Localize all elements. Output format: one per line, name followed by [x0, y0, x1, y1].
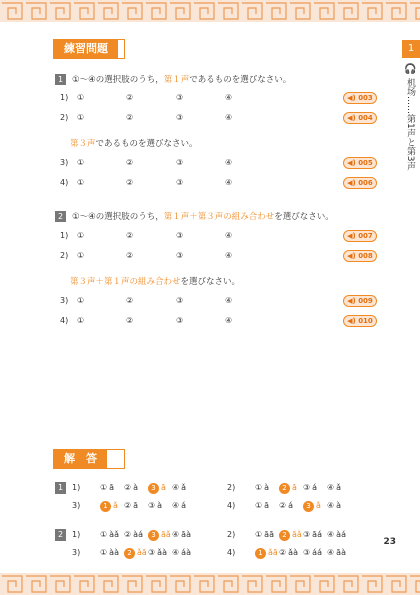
answer-choice-marker: 3	[148, 483, 159, 494]
answer-choice-pinyin: ā	[292, 483, 297, 492]
option-1[interactable]: ①	[77, 251, 85, 260]
answer-choice-marker: ④	[327, 501, 335, 510]
answer-choice-marker: ④	[172, 530, 180, 539]
answer-choice	[172, 500, 186, 512]
answer-choice-marker: ②	[279, 501, 287, 510]
answer-choice	[148, 547, 167, 559]
answer-choice	[303, 529, 322, 541]
question-number: 1)	[60, 231, 69, 240]
option-4[interactable]: ④	[225, 251, 233, 260]
answer-choice-pinyin: áà	[181, 548, 191, 557]
answer-choice	[279, 547, 298, 559]
option-2[interactable]: ②	[126, 251, 134, 260]
question-number: 4)	[60, 178, 69, 187]
answer-question-number: 4)	[227, 548, 236, 557]
sec1-instr-post: であるものを選びなさい。	[189, 75, 292, 85]
answer-choice	[303, 482, 317, 494]
option-2[interactable]: ②	[126, 316, 134, 325]
option-1[interactable]: ①	[77, 178, 85, 187]
answer-question-number: 3)	[72, 548, 81, 557]
answer-choice-pinyin: ǎ	[336, 483, 342, 492]
option-3[interactable]: ③	[176, 158, 184, 167]
page-number: 23	[383, 537, 396, 547]
sec2-instr-post: を選びなさい。	[274, 212, 334, 222]
option-3[interactable]: ③	[176, 316, 184, 325]
answer-choice-pinyin: āà	[336, 548, 346, 557]
answer-question-number: 2)	[227, 483, 236, 492]
answer-sec2-number: 2	[55, 529, 66, 541]
option-3[interactable]: ③	[176, 251, 184, 260]
question-number: 3)	[60, 296, 69, 305]
answers-heading	[53, 449, 125, 469]
audio-track-badge[interactable]: ◀) 003	[343, 92, 377, 104]
sec2-instr-pre: ①～④の選択肢のうち，	[72, 212, 164, 222]
question-row	[0, 156, 400, 170]
answer-choice	[172, 529, 191, 541]
answer-choice-pinyin: àá	[133, 530, 143, 539]
answer-choice	[100, 482, 114, 494]
answer-question-number: 1)	[72, 483, 81, 492]
decorative-border-bottom	[0, 573, 420, 595]
answer-choice-pinyin: à	[264, 483, 270, 492]
answer-choice-marker: ③	[303, 548, 311, 557]
answer-choice	[148, 500, 162, 512]
answer-choice-marker: ①	[100, 530, 108, 539]
answer-choice-correct	[148, 482, 166, 494]
question-number: 1)	[60, 93, 69, 102]
answer-choice	[124, 482, 138, 494]
answer-choice-pinyin: à	[133, 483, 139, 492]
question-row	[0, 314, 400, 328]
option-2[interactable]: ②	[126, 113, 134, 122]
headphones-icon: 🎧	[405, 62, 416, 75]
sec2-instr-hl: 第１声＋第３声の組み合わせ	[163, 212, 275, 222]
answer-choice-marker: 1	[100, 501, 111, 512]
answer-choice-marker: 2	[279, 483, 290, 494]
audio-track-badge[interactable]: ◀) 009	[343, 295, 377, 307]
sec1-instr-pre: ①～④の選択肢のうち，	[72, 75, 164, 85]
option-4[interactable]: ④	[225, 316, 233, 325]
question-row	[0, 91, 400, 105]
audio-track-badge[interactable]: ◀) 010	[343, 315, 377, 327]
option-1[interactable]: ①	[77, 158, 85, 167]
answer-choice	[100, 547, 119, 559]
sec2-instruction	[55, 210, 334, 222]
option-4[interactable]: ④	[225, 231, 233, 240]
answer-choice-pinyin: ǎà	[288, 548, 298, 557]
answer-choice-marker: ④	[172, 501, 180, 510]
answer-choice-pinyin: á	[181, 501, 187, 510]
answer-choice	[124, 529, 143, 541]
answer-choice	[124, 500, 138, 512]
answer-choice	[255, 529, 274, 541]
sec1-instruction	[55, 73, 291, 85]
page-body	[0, 22, 420, 573]
answer-choice	[100, 529, 119, 541]
answer-choice-marker: ②	[279, 548, 287, 557]
chapter-side-label	[403, 62, 417, 171]
answer-choice-marker: ①	[100, 483, 108, 492]
answer-choice-marker: 3	[148, 530, 159, 541]
question-row	[0, 229, 400, 243]
answer-choice-pinyin: ā	[109, 483, 115, 492]
answer-question-number: 4)	[227, 501, 236, 510]
answer-choice-marker: ④	[327, 530, 335, 539]
option-2[interactable]: ②	[126, 231, 134, 240]
option-1[interactable]: ①	[77, 93, 85, 102]
answer-choice-marker: ④	[172, 483, 180, 492]
sec2-sub-post: を選びなさい。	[180, 277, 241, 287]
answer-choice-correct	[100, 500, 118, 512]
option-3[interactable]: ③	[176, 178, 184, 187]
answer-choice-marker: ③	[148, 501, 156, 510]
answer-choice-pinyin: á	[288, 501, 294, 510]
question-number: 4)	[60, 316, 69, 325]
option-3[interactable]: ③	[176, 113, 184, 122]
answer-choice-marker: ③	[303, 483, 311, 492]
answer-choice	[327, 500, 341, 512]
answer-choice-pinyin: ǎ	[113, 501, 118, 510]
sec1-instr-hl: 第１声	[163, 75, 190, 85]
option-1[interactable]: ①	[77, 316, 85, 325]
answer-choice-correct	[279, 482, 297, 494]
answer-choice-pinyin: ā	[133, 501, 139, 510]
option-4[interactable]: ④	[225, 113, 233, 122]
answer-choice-correct	[255, 547, 278, 559]
option-1[interactable]: ①	[77, 231, 85, 240]
practice-heading-label: 練習問題	[54, 40, 118, 58]
practice-heading	[53, 39, 125, 59]
answer-choice-pinyin: à	[157, 501, 163, 510]
answer-choice	[172, 547, 191, 559]
question-number: 3)	[60, 158, 69, 167]
question-row	[0, 249, 400, 263]
answer-choice-marker: ④	[327, 548, 335, 557]
answer-choice-pinyin: à	[336, 501, 342, 510]
answer-choice-pinyin: ǎ	[181, 483, 187, 492]
option-4[interactable]: ④	[225, 296, 233, 305]
answer-choice-pinyin: āā	[264, 530, 274, 539]
option-4[interactable]: ④	[225, 158, 233, 167]
answer-choice-pinyin: àǎ	[109, 530, 119, 539]
answer-choice-marker: ③	[148, 548, 156, 557]
option-2[interactable]: ②	[126, 178, 134, 187]
answer-choice-pinyin: ǎā	[137, 548, 147, 557]
answer-choice-pinyin: ǎ	[316, 501, 321, 510]
answer-choice	[327, 547, 346, 559]
option-1[interactable]: ①	[77, 113, 85, 122]
answer-choice-pinyin: ā	[161, 483, 166, 492]
question-row	[0, 294, 400, 308]
answer-choice-pinyin: á	[312, 483, 318, 492]
answer-question-number: 2)	[227, 530, 236, 539]
question-number: 2)	[60, 251, 69, 260]
sec1-sub-post: であるものを選びなさい。	[95, 139, 198, 149]
audio-track-badge[interactable]: ◀) 006	[343, 177, 377, 189]
answer-choice-marker: 2	[279, 530, 290, 541]
audio-track-badge[interactable]: ◀) 004	[343, 112, 377, 124]
answer-choice	[327, 482, 341, 494]
answer-sec1-number: 1	[55, 482, 66, 494]
answer-choice-marker: ④	[172, 548, 180, 557]
sec1-sub-instruction	[70, 137, 198, 149]
answer-choice-pinyin: āǎ	[292, 530, 302, 539]
option-3[interactable]: ③	[176, 296, 184, 305]
answer-choice-marker: ②	[124, 483, 132, 492]
answer-choice-marker: ①	[255, 483, 263, 492]
answer-choice-marker: ②	[124, 501, 132, 510]
answer-choice-marker: 2	[124, 548, 135, 559]
answer-choice-correct	[148, 529, 171, 541]
answer-choice-pinyin: àà	[109, 548, 119, 557]
option-2[interactable]: ②	[126, 93, 134, 102]
answer-question-number: 1)	[72, 530, 81, 539]
answer-choice	[327, 529, 346, 541]
answer-choice-pinyin: ǎā	[268, 548, 278, 557]
option-3[interactable]: ③	[176, 231, 184, 240]
answer-choice-pinyin: áá	[312, 548, 322, 557]
answer-choice	[172, 482, 186, 494]
option-2[interactable]: ②	[126, 158, 134, 167]
answer-choice	[255, 500, 269, 512]
answer-choice-correct	[124, 547, 147, 559]
answer-choice-marker: ④	[327, 483, 335, 492]
question-row	[0, 111, 400, 125]
sec2-sub-hl: 第３声＋第１声の組み合わせ	[70, 277, 181, 287]
answer-choice-pinyin: ǎà	[157, 548, 167, 557]
answer-choice-pinyin: àá	[336, 530, 346, 539]
answer-choice-correct	[279, 529, 302, 541]
answer-choice-pinyin: ā	[264, 501, 270, 510]
answer-choice-pinyin: āà	[181, 530, 191, 539]
answer-choice	[279, 500, 293, 512]
chapter-side-text: 机场……第1声と第3声	[405, 78, 415, 171]
option-4[interactable]: ④	[225, 93, 233, 102]
answer-choice-pinyin: āǎ	[161, 530, 171, 539]
sec1-sub-hl: 第３声	[70, 139, 96, 149]
sec1-number: 1	[55, 74, 66, 85]
answer-question-number: 3)	[72, 501, 81, 510]
answer-choice-marker: ①	[255, 530, 263, 539]
answer-choice-marker: 1	[255, 548, 266, 559]
answer-choice-marker: ①	[100, 548, 108, 557]
option-3[interactable]: ③	[176, 93, 184, 102]
option-1[interactable]: ①	[77, 296, 85, 305]
answer-choice-marker: ③	[303, 530, 311, 539]
option-2[interactable]: ②	[126, 296, 134, 305]
answer-choice	[255, 482, 269, 494]
audio-track-badge[interactable]: ◀) 008	[343, 250, 377, 262]
option-4[interactable]: ④	[225, 178, 233, 187]
answers-heading-label: 解 答	[54, 450, 107, 468]
sec2-number: 2	[55, 211, 66, 222]
answer-choice-pinyin: āá	[312, 530, 322, 539]
question-row	[0, 176, 400, 190]
chapter-tab: 1	[402, 40, 420, 58]
answer-choice-correct	[303, 500, 321, 512]
answer-choice-marker: ①	[255, 501, 263, 510]
audio-track-badge[interactable]: ◀) 005	[343, 157, 377, 169]
question-number: 2)	[60, 113, 69, 122]
answer-choice-marker: ②	[124, 530, 132, 539]
answer-choice	[303, 547, 322, 559]
decorative-border-top	[0, 0, 420, 22]
sec2-sub-instruction	[70, 275, 240, 287]
answer-choice-marker: 3	[303, 501, 314, 512]
audio-track-badge[interactable]: ◀) 007	[343, 230, 377, 242]
